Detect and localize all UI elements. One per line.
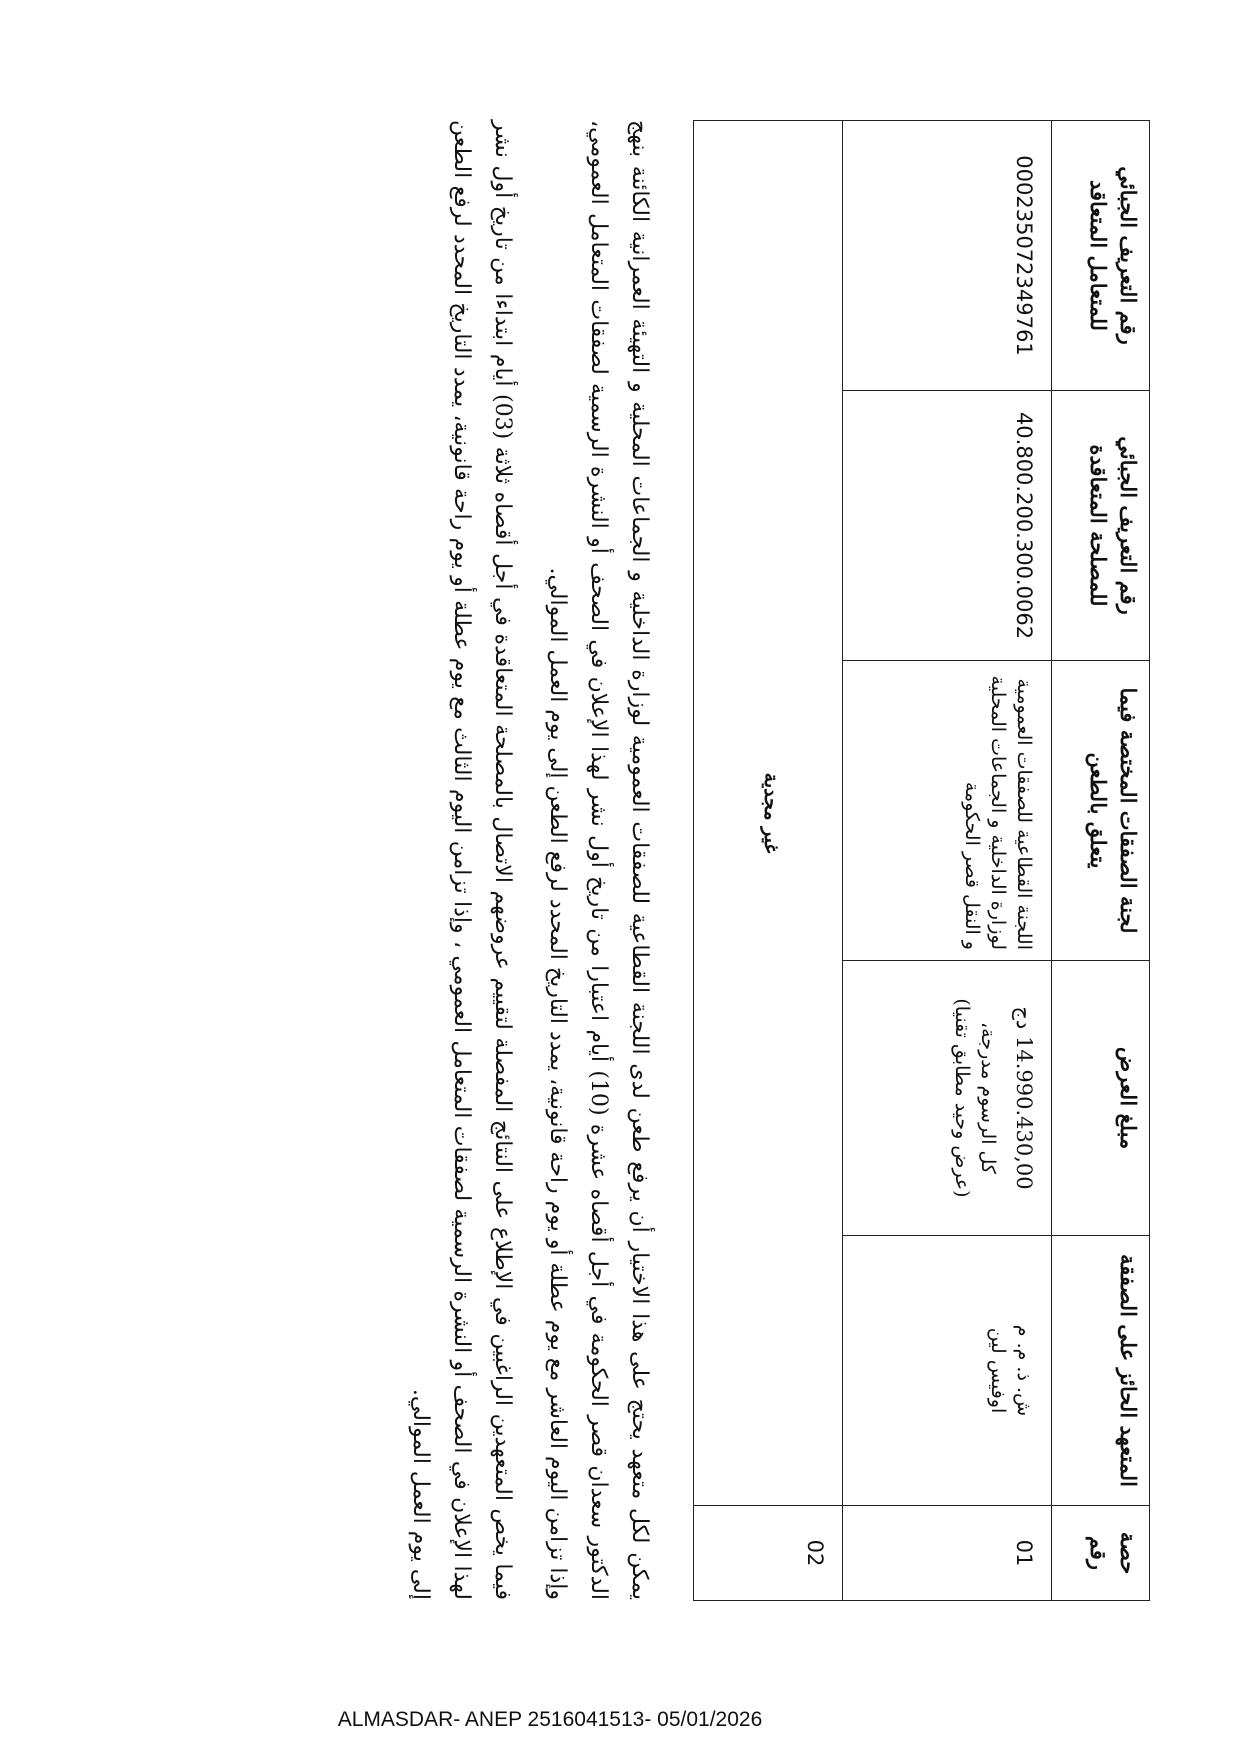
header-appeal-committee: لجنة الصفقات المختصة فيما يتعلق بالطعن <box>1052 661 1150 961</box>
offer-amount-taxes-note: كل الرسوم مدرجة، <box>977 1022 999 1174</box>
table-row <box>694 121 843 1601</box>
appeal-committee-cell: اللجنة القطاعية للصفقات العمومية لوزارة الداخلية و الجماعات المحلية و النقل قصر الحكومة <box>843 661 1052 961</box>
unfruitful-status-cell: غير مجدية <box>694 121 843 1506</box>
publication-footer: ALMASDAR- ANEP 2516041513- 05/01/2026 <box>337 1708 763 1731</box>
header-contract-holder: المتعهد الحائز على الصفقة <box>1052 1236 1150 1506</box>
lot-number-cell: 01 <box>843 1506 1052 1601</box>
award-results-table <box>693 120 1150 1601</box>
results-consultation-paragraph: فيما يخص المتعهدين الراغبين في الإطلاع على النتائج المفصلة لتقييم عروضهم الاتصال بالمصلحة المتعاقدة في أجل أقصاه ثلاثة (03) أيام ابتداءا من تاريخ أول نشر لهذا الإعلان في الصحف أو النشرة الرسمية لصفقات المتعامل العمومي ، وإذا تزامن اليوم الثالث مع يوم عطلة أو يوم راحة قانونية، يمدد التاريخ المحدد لرفع الطعن إلى يوم العمل الموالي. <box>408 120 515 1600</box>
offer-amount-single-offer-note: (عرض وحيد مطابق تقنيا) <box>951 998 973 1198</box>
header-lot-number: حصة رقم <box>1052 1506 1150 1601</box>
offer-amount-cell <box>843 961 1052 1236</box>
operator-nif-cell: 000235072349761 <box>843 121 1052 391</box>
header-contracting-service-nif: رقم التعريف الجبائي للمصلحة المتعاقدة <box>1052 391 1150 661</box>
holder-company-type: ش. ذ. م. م <box>1013 1324 1035 1417</box>
appeal-instructions <box>386 120 660 1600</box>
appeal-paragraph: يمكن لكل متعهد يحتج على هذا الاختيار أن يرفع طعن لدى اللجنة القطاعية للصفقات العمومية لوزارة الداخلية و الجماعات المحلية و التهيئة العمرانية الكائنة بنهج الدكتور سعدان قصر الحكومة في أجل أقصاه عشرة (10) أيام اعتبارا من تاريخ أول نشر لهذا الإعلان في الصحف أو النشرة الرسمية لصفقات المتعامل العمومي، وإذا تزامن اليوم العاشر مع يوم عطلة أو يوم راحة قانونية، يمدد التاريخ المحدد لرفع الطعن إلى يوم العمل الموالي. <box>545 120 652 1601</box>
contracting-service-nif-cell: 40.800.200.300.0062 <box>843 391 1052 661</box>
rotated-document-page <box>75 45 1165 1635</box>
offer-amount-value: 14.990.430,00 دج <box>1012 1006 1036 1190</box>
table-row <box>843 121 1052 1601</box>
contract-holder-cell <box>843 1236 1052 1506</box>
lot-number-cell: 02 <box>694 1506 843 1601</box>
header-offer-amount: مبلغ العرض <box>1052 961 1150 1236</box>
table-header-row <box>1052 121 1150 1601</box>
header-operator-nif: رقم التعريف الجبائي للمتعامل المتعاقد <box>1052 121 1150 391</box>
holder-company-name: اوفيس لين <box>987 1327 1009 1414</box>
